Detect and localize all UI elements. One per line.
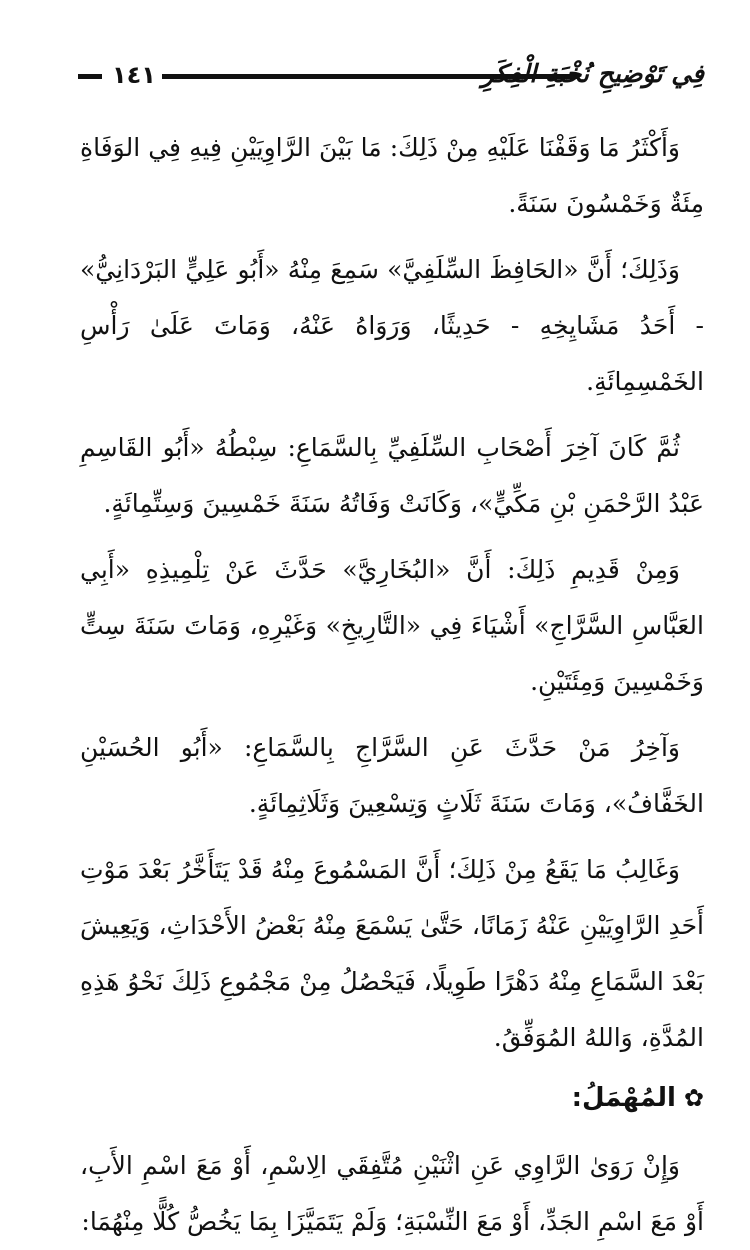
flower-icon: ✿: [683, 1084, 704, 1112]
page-body: [80, 120, 704, 1250]
paragraph-1: وَأَكْثَرُ مَا وَقَفْنَا عَلَيْهِ مِنْ ذَلِكَ: مَا بَيْنَ الرَّاوِيَيْنِ فِيهِ فِي الوَفَاةِ مِئَةٌ وَخَمْسُونَ سَنَةً.: [80, 133, 704, 218]
paragraph-5: وَآخِرُ مَنْ حَدَّثَ عَنِ السَّرَّاجِ بِالسَّمَاعِ: «أَبُو الحُسَيْنِ الخَفَّافُ»، وَمَاتَ سَنَةَ ثَلَاثٍ وَتِسْعِينَ وَثَلَاثِمِائَةٍ.: [80, 733, 704, 818]
book-title: فِي تَوْضِيحِ نُخْبَةِ الْفِكَرِ: [481, 59, 704, 88]
paragraph-2: وَذَلِكَ؛ أَنَّ «الحَافِظَ السِّلَفِيَّ» سَمِعَ مِنْهُ «أَبُو عَلِيٍّ البَرْدَانِيُّ» - أَحَدُ مَشَايِخِهِ - حَدِيثًا، وَرَوَاهُ عَنْهُ، وَمَاتَ عَلَىٰ رَأْسِ الخَمْسِمِائَةِ.: [80, 255, 704, 396]
page-number: ١٤١: [112, 61, 156, 89]
header-dash: [78, 74, 102, 79]
page-header: [78, 58, 704, 98]
section-title: المُهْمَلُ:: [571, 1083, 676, 1113]
final-paragraph: وَإِنْ رَوَىٰ الرَّاوِي عَنِ اثْنَيْنِ مُتَّفِقَي الِاسْمِ، أَوْ مَعَ اسْمِ الأَبِ، أَوْ مَعَ اسْمِ الجَدِّ، أَوْ مَعَ النِّسْبَةِ؛ وَلَمْ يَتَمَيَّزَا بِمَا يَخُصُّ كُلًّا مِنْهُمَا:: [80, 1151, 704, 1236]
paragraph-4: وَمِنْ قَدِيمِ ذَلِكَ: أَنَّ «البُخَارِيَّ» حَدَّثَ عَنْ تِلْمِيذِهِ «أَبِي العَبَّاسِ السَّرَّاجِ» أَشْيَاءَ فِي «التَّارِيخِ» وَغَيْرِهِ، وَمَاتَ سَنَةَ سِتٍّ وَخَمْسِينَ وَمِئَتَيْنِ.: [80, 555, 704, 696]
paragraph-6: وَغَالِبُ مَا يَقَعُ مِنْ ذَلِكَ؛ أَنَّ المَسْمُوعَ مِنْهُ قَدْ يَتَأَخَّرُ بَعْدَ مَوْتِ أَحَدِ الرَّاوِيَيْنِ عَنْهُ زَمَانًا، حَتَّىٰ يَسْمَعَ مِنْهُ بَعْضُ الأَحْدَاثِ، وَيَعِيشَ بَعْدَ السَّمَاعِ مِنْهُ دَهْرًا طَوِيلًا، فَيَحْصُلُ مِنْ مَجْمُوعِ ذَلِكَ نَحْوُ هَذِهِ المُدَّةِ، وَاللهُ المُوَفِّقُ.: [80, 855, 704, 1052]
section-heading: [80, 1074, 704, 1122]
paragraph-3: ثُمَّ كَانَ آخِرَ أَصْحَابِ السِّلَفِيِّ بِالسَّمَاعِ: سِبْطُهُ «أَبُو القَاسِمِ عَبْدُ الرَّحْمَنِ بْنِ مَكِّيٍّ»، وَكَانَتْ وَفَاتُهُ سَنَةَ خَمْسِينَ وَسِتِّمِائَةٍ.: [80, 433, 704, 518]
